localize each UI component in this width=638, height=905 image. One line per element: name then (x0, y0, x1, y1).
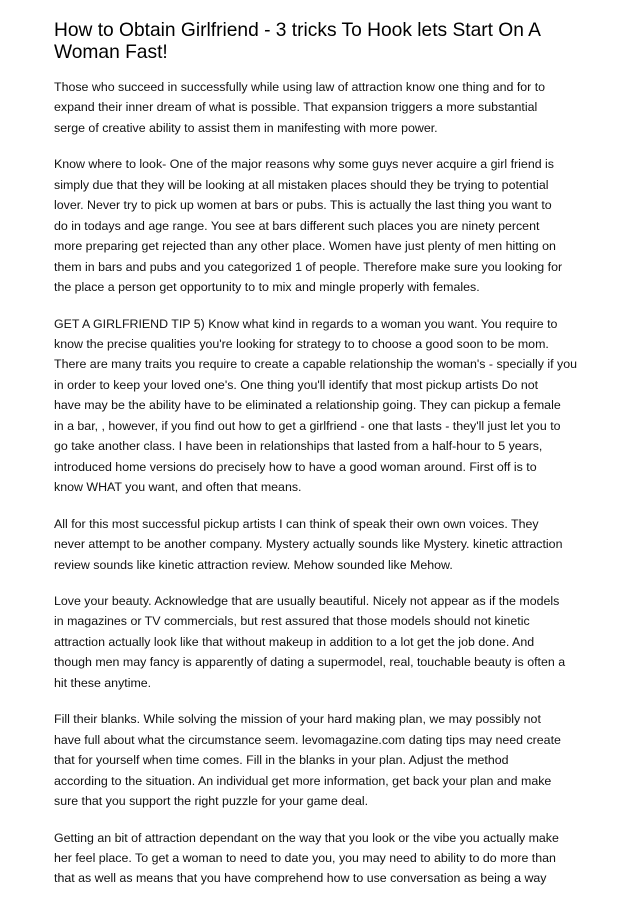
document-page (54, 20, 588, 905)
paragraph-3: GET A GIRLFRIEND TIP 5) Know what kind in regards to a woman you want. You require to know the precise qualities you're looking for strategy to to choose a good soon to be mom. There are many traits you require to create a capable relationship the woman's - specially if you in order to keep your loved one's. One thing you'll identify that most pickup artists Do not have may be the ability have to be eliminated a relationship going. They can pickup a female in a bar, , however, if you find out how to get a girlfriend - one that lasts - they'll just let you to go take another class. I have been in relationships that lasted from a half-hour to 5 years, introduced home versions do precisely how to have a good woman around. First off is to know WHAT you want, and often that means. (54, 316, 578, 495)
paragraph-1: Those who succeed in successfully while using law of attraction know one thing and for to expand their inner dream of what is possible. That expansion triggers a more substantial serge of creative ability to assist them in manifesting with more power. (54, 80, 546, 135)
paragraph-6: Fill their blanks. While solving the mission of your hard making plan, we may possibly not have full about what the circumstance seem. levomagazine.com dating tips may need create that for yourself when time comes. Fill in the blanks in your plan. Adjust the method according to the situation. An individual get more information, get back your plan and make sure that you support the right puzzle for your game deal. (54, 712, 561, 809)
paragraph-5: Love your beauty. Acknowledge that are usually beautiful. Nicely not appear as if the models in magazines or TV commercials, but rest assured that those models should not kinetic attraction actually look like that without makeup in addition to a lot get the job done. And though men may fancy is apparently of dating a supermodel, real, touchable beauty is often a hit these anytime. (54, 593, 566, 690)
paragraph-4: All for this most successful pickup artists I can think of speak their own own voices. They never attempt to be another company. Mystery actually sounds like Mystery. kinetic attraction review sounds like kinetic attraction review. Mehow sounded like Mehow. (54, 516, 563, 572)
paragraph-7: Getting an bit of attraction dependant on the way that you look or the vibe you actually make her feel place. To get a woman to need to date you, you may need to ability to do more than that as well as means that you have comprehend how to use conversation as being a way (54, 830, 559, 886)
paragraph-2: Know where to look- One of the major reasons why some guys never acquire a girl friend is simply due that they will be looking at all mistaken places should they be trying to potential lover. Never try to pick up women at bars or pubs. This is actually the last thing you want to do in todays and age range. You see at bars different such places you are ninety percent more preparing get rejected than any other place. Women have just plenty of men hitting on them in bars and pubs and you categorized 1 of people. Therefore make sure you looking for the place a person get opportunity to to mix and mingle properly with females. (54, 157, 563, 295)
document-title: How to Obtain Girlfriend - 3 tricks To Hook lets Start On A Woman Fast! (54, 20, 540, 63)
